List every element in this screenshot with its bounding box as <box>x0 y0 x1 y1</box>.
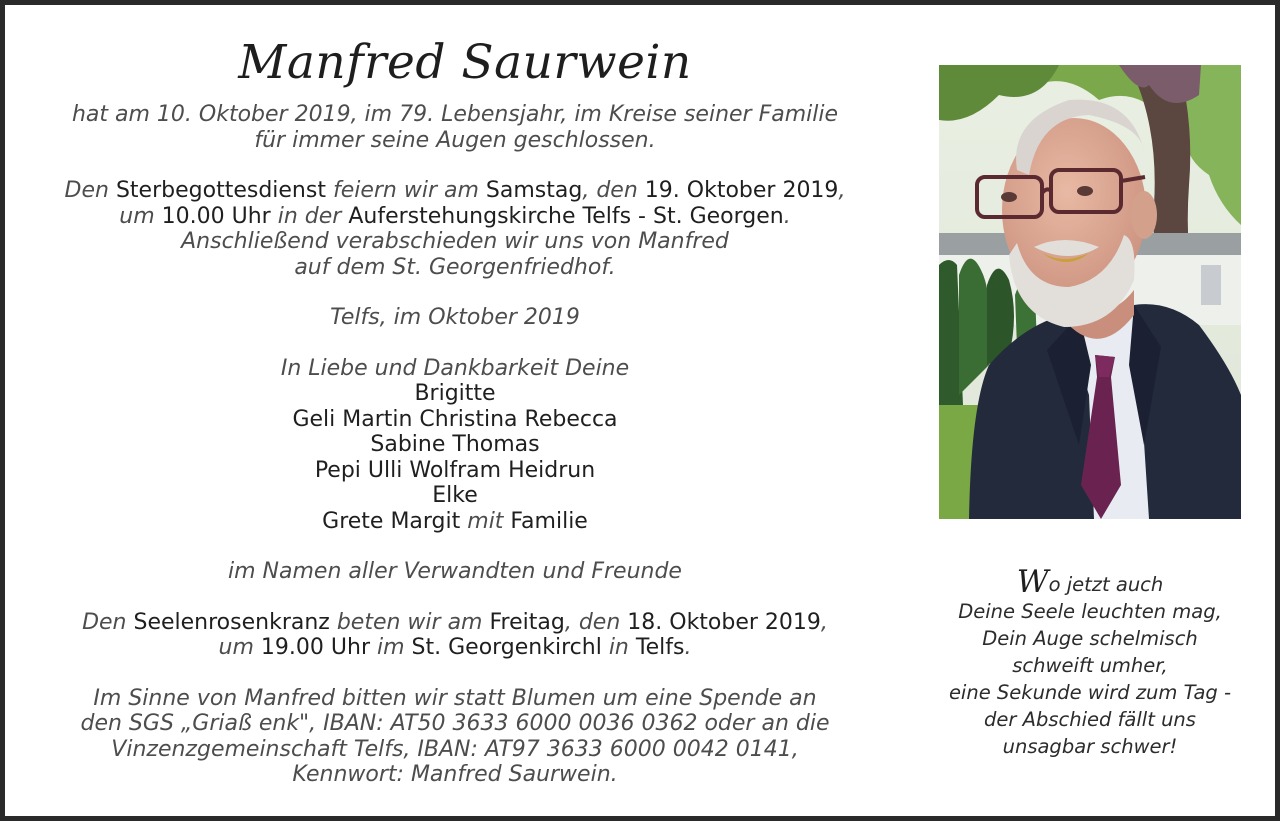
mourner-names: Brigitte <box>414 381 496 406</box>
service-type: Sterbegottesdienst <box>115 178 326 203</box>
portrait-photo <box>939 65 1241 519</box>
poem-initial: W <box>1016 564 1049 600</box>
service-date: 19. Oktober 2019 <box>644 178 839 203</box>
portrait-illustration <box>939 65 1241 519</box>
rosary-church: St. Georgenkirchl <box>411 635 602 660</box>
mourner-names: Geli Martin Christina Rebecca <box>292 406 618 432</box>
donation-line: den SGS „Griaß enk", IBAN: AT50 3633 6000 0036 0362 oder an die <box>80 711 830 736</box>
rosary-type: Seelenrosenkranz <box>133 609 330 635</box>
rosary-town: Telfs <box>635 635 685 660</box>
service-church: Auferstehungskirche Telfs - St. Georgen <box>348 203 784 229</box>
rosary-line-1: Den Seelenrosenkranz beten wir am Freitag, den 18. Oktober 2019, <box>82 609 828 635</box>
announcement-line: hat am 10. Oktober 2019, im 79. Lebensjahr, im Kreise seiner Familie <box>71 102 839 127</box>
mourners-list <box>45 356 865 535</box>
funeral-line-2: um 10.00 Uhr in der Auferstehungskirche Telfs - St. Georgen. <box>119 203 791 229</box>
poem-line: der Abschied fällt uns <box>984 708 1196 731</box>
obituary-text-column <box>45 23 865 788</box>
funeral-line-3: Anschließend verabschieden wir uns von Manfred <box>181 229 729 254</box>
mourner-names: Elke <box>432 483 478 508</box>
donation-line: Kennwort: Manfred Saurwein. <box>292 762 618 787</box>
rosary-date: 18. Oktober 2019 <box>627 609 821 635</box>
funeral-line-1: Den Sterbegottesdienst feiern wir am Samstag, den 19. Oktober 2019, <box>64 178 846 203</box>
poem-line: eine Sekunde wird zum Tag - <box>948 681 1232 704</box>
mourner-names: Sabine Thomas <box>370 432 540 457</box>
deceased-name: Manfred Saurwein <box>238 35 692 90</box>
memorial-poem <box>925 564 1255 760</box>
service-time: 10.00 Uhr <box>161 203 271 229</box>
rosary-announcement <box>45 610 865 661</box>
announcement-line: für immer seine Augen geschlossen. <box>254 127 656 153</box>
donation-line: Vinzenzgemeinschaft Telfs, IBAN: AT97 3633 6000 0042 0141, <box>111 736 799 762</box>
poem-first-line: Wo jetzt auch <box>1016 564 1164 600</box>
mourner-names-last: Grete Margit mit Familie <box>322 508 588 534</box>
relatives-line: im Namen aller Verwandten und Freunde <box>228 559 682 584</box>
poem-line: unsagbar schwer! <box>1002 735 1178 758</box>
funeral-service <box>45 178 865 280</box>
mourner-names: Pepi Ulli Wolfram Heidrun <box>314 457 596 483</box>
mourners-intro: In Liebe und Dankbarkeit Deine <box>280 355 630 381</box>
service-weekday: Samstag <box>485 178 583 203</box>
death-announcement <box>45 102 865 153</box>
funeral-line-4: auf dem St. Georgenfriedhof. <box>294 254 616 280</box>
rosary-line-2: um 19.00 Uhr im St. Georgenkirchl in Telfs. <box>218 635 692 660</box>
poem-line: Dein Auge schelmisch <box>982 627 1198 650</box>
poem-line: Deine Seele leuchten mag, <box>958 600 1222 623</box>
rosary-weekday: Freitag <box>489 609 565 635</box>
donation-request <box>45 686 865 788</box>
rosary-time: 19.00 Uhr <box>260 635 370 660</box>
poem-line: schweift umher, <box>1012 654 1168 677</box>
donation-line: Im Sinne von Manfred bitten wir statt Blumen um eine Spende an <box>93 685 817 711</box>
place-date: Telfs, im Oktober 2019 <box>330 305 580 330</box>
